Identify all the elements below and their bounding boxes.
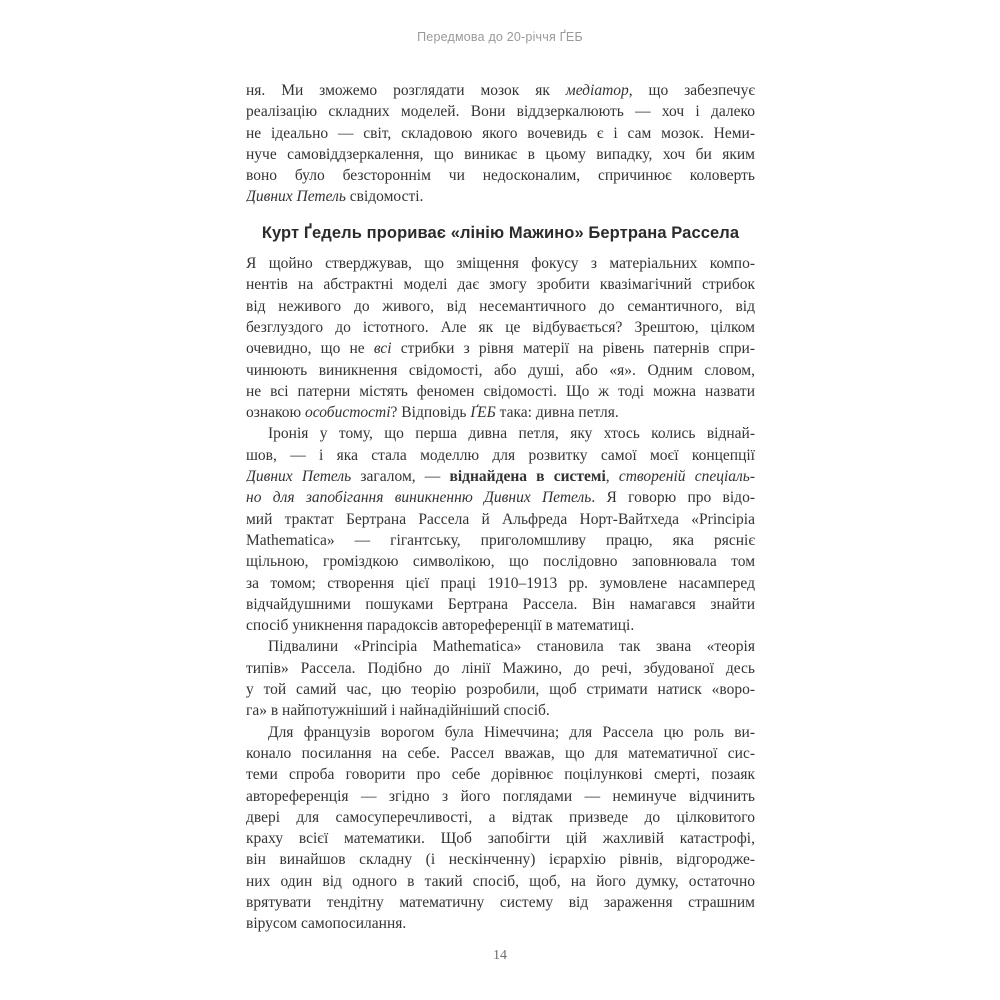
paragraph <box>246 80 755 208</box>
body-text: за томом; створення цієї праці 1910–1913 рр. зумовлене насамперед <box>246 574 755 592</box>
body-text: Для французів ворогом була Німеччина; для Рассела цю роль ви- <box>268 723 755 741</box>
text-line <box>246 186 755 207</box>
text-line <box>246 807 755 828</box>
text-line <box>246 615 755 636</box>
body-text: ? Відповідь <box>390 404 471 422</box>
body-text: у той самий час, цю теорію розробили, щоб стримати натиск «воро- <box>246 681 755 699</box>
emphasis-text: особистості <box>305 404 391 422</box>
text-line <box>246 658 755 679</box>
page-number: 14 <box>493 948 507 963</box>
text-line <box>246 253 755 274</box>
body-text: нуче самовіддзеркалення, що виникає в цьому випадку, хоч би яким <box>246 145 755 163</box>
text-line <box>246 722 755 743</box>
body-text: двері для самосуперечливості, а відтак призведе до цілковитого <box>246 808 755 826</box>
text-line <box>246 296 755 317</box>
text-line <box>246 123 755 144</box>
paragraph <box>246 636 755 721</box>
body-text: не всі патерни містять феномен свідомості. Що ж тоді можна назвати <box>246 382 755 400</box>
body-text: відчайдушними пошуками Бертрана Рассела. Він намагався знайти <box>246 595 755 613</box>
body-text: Я щойно стверджував, що зміщення фокусу з матеріальних компо- <box>246 255 755 273</box>
body-text: шов, — і яка стала моделлю для розвитку самої моєї концепції <box>246 446 755 464</box>
text-line <box>246 530 755 551</box>
body-text: від неживого до живого, від несемантичного до семантичного, від <box>246 297 755 315</box>
body-text: спосіб уникнення парадоксів автореференції в математиці. <box>246 617 635 635</box>
bold-text: віднайдена в системі <box>449 468 606 486</box>
paragraph <box>246 423 755 636</box>
body-text: безглуздого до істотного. Але як це відбувається? Зрештою, цілком <box>246 318 755 336</box>
body-text: конало посилання на себе. Рассел вважав, що для математичної сис- <box>246 744 755 762</box>
emphasis-text: но для запобігання виникненню Дивних Петель <box>246 489 592 507</box>
text-line <box>246 636 755 657</box>
text-line <box>246 423 755 444</box>
emphasis-text: медіатор <box>565 82 629 99</box>
emphasis-text: Дивних Петель <box>246 188 346 206</box>
body-text: воно було безстороннім чи недосконалим, спричинює коловерть <box>246 167 755 185</box>
body-text: Підвалини «Principia Mathematica» становила так звана «теорія <box>268 638 755 656</box>
text-line <box>246 871 755 892</box>
text-line <box>246 101 755 122</box>
body-text: ня. Ми зможемо розглядати мозок як <box>246 82 566 99</box>
body-text: Mathematica» — гігантську, приголомшливу працю, яка рясніє <box>246 531 755 549</box>
text-line <box>246 466 755 487</box>
emphasis-text: всі <box>373 340 392 358</box>
text-line <box>246 849 755 870</box>
text-line <box>246 594 755 615</box>
body-text: він винайшов складну (і нескінченну) ієрархію рівнів, відгородже- <box>246 851 755 869</box>
text-line <box>246 360 755 381</box>
body-text: теми спроба говорити про себе дорівнює поцілункові смерті, позаяк <box>246 766 755 784</box>
body-text: мий трактат Бертрана Рассела й Альфреда Норт-Вайтхеда «Principia <box>246 510 755 528</box>
body-text: врятувати тендітну математичну систему від зараження страшним <box>246 893 755 911</box>
text-line <box>246 679 755 700</box>
body-text: , що забезпечує <box>628 82 755 99</box>
text-line <box>246 743 755 764</box>
body-text: стрибки з рівня матерії на рівень патернів спри- <box>391 340 755 358</box>
emphasis-text: створеній спеціаль- <box>618 468 755 486</box>
body-text: них один від одного в такий спосіб, щоб, на його думку, остаточно <box>246 872 755 890</box>
text-line <box>246 274 755 295</box>
text-line <box>246 80 755 101</box>
body-text: вірусом самопосилання. <box>246 915 407 933</box>
body-text: свідомості. <box>345 188 424 206</box>
section-heading: Курт Ґедель прориває «лінію Мажино» Бертрана Рассела <box>261 223 740 242</box>
text-line <box>246 165 755 186</box>
text-line <box>246 551 755 572</box>
body-text: . Я говорю про відо- <box>591 489 755 507</box>
text-line <box>246 317 755 338</box>
paragraph <box>246 722 755 935</box>
emphasis-text: Дивних Петель <box>246 468 352 486</box>
text-line <box>246 892 755 913</box>
text-line <box>246 764 755 785</box>
text-line <box>246 445 755 466</box>
body-text: така: дивна петля. <box>495 404 619 422</box>
text-line <box>246 381 755 402</box>
running-header: Передмова до 20-річчя ҐЕБ <box>417 30 583 44</box>
text-line <box>246 509 755 530</box>
body-text: типів» Рассела. Подібно до лінії Мажино, до речі, збудованої десь <box>246 659 755 677</box>
body-text: Іронія у тому, що перша дивна петля, яку хтось колись віднай- <box>268 425 755 443</box>
body-text: краху всієї математики. Щоб запобігти цій жахливій катастрофі, <box>246 830 755 848</box>
text-line <box>246 913 755 934</box>
body-text: чинюють виникнення свідомості, або душі, або «я». Одним словом, <box>246 361 755 379</box>
body-text: нентів на абстрактні моделі дає змогу зробити квазімагічний стрибок <box>246 276 755 294</box>
body-text: автореференція — згідно з його поглядами — неминуче відчинить <box>246 787 755 805</box>
body-text: загалом, — <box>351 468 450 486</box>
body-text: реалізацію складних моделей. Вони віддзеркалюють — хоч і далеко <box>246 103 755 121</box>
text-line <box>246 338 755 359</box>
page-content <box>246 80 755 935</box>
body-text: ознакою <box>246 404 305 422</box>
body-text: , <box>605 468 619 486</box>
body-text: не ідеально — світ, складовою якого вочевидь є і сам мозок. Неми- <box>246 124 755 142</box>
body-text: га» в найпотужніший і найнадійніший спосіб. <box>246 702 550 720</box>
text-line <box>246 487 755 508</box>
text-line <box>246 402 755 423</box>
text-line <box>246 700 755 721</box>
body-text: очевидно, що не <box>246 340 374 358</box>
text-line <box>246 786 755 807</box>
text-line <box>246 144 755 165</box>
body-text: щільною, громіздкою символікою, що послідовно заповнювала том <box>246 553 755 571</box>
text-line <box>246 573 755 594</box>
paragraph <box>246 253 755 423</box>
emphasis-text: ҐЕБ <box>470 404 496 422</box>
text-line <box>246 828 755 849</box>
